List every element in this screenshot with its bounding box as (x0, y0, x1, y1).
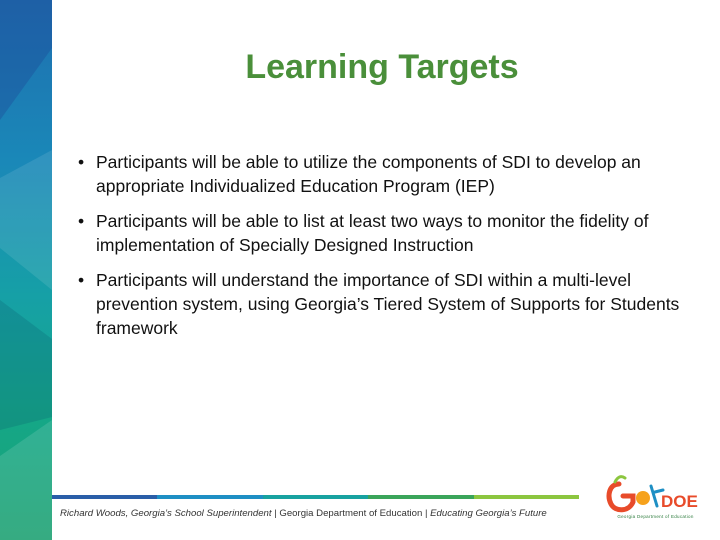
slide-title: Learning Targets (245, 48, 519, 86)
footer-rule-segment (263, 495, 368, 499)
bullet-marker: • (78, 152, 85, 172)
footer-superintendent: Richard Woods, Georgia’s School Superintendent (60, 508, 272, 519)
footer-department: Georgia Department of Education (279, 508, 423, 519)
logo-subtitle: Georgia Department of Education (617, 514, 694, 519)
bullet-item (78, 268, 703, 340)
footer-separator: | (271, 508, 280, 519)
footer-rule-segment (368, 495, 473, 499)
footer-rule-segment (157, 495, 262, 499)
footer-tagline: Educating Georgia’s Future (430, 508, 547, 519)
logo-doe-text: DOE (661, 492, 698, 511)
bullet-text: Participants will understand the importance of SDI within a multi-level prevention system, using Georgia’s Tiered System of Supports for Students framework (96, 270, 680, 338)
bullet-list (78, 150, 703, 351)
bullet-text: Participants will be able to utilize the components of SDI to develop an appropriate Individualized Education Program (IEP) (96, 152, 641, 196)
footer-separator: | (422, 508, 431, 519)
footer-text (60, 508, 590, 519)
decorative-side-bar (0, 0, 52, 540)
bullet-text: Participants will be able to list at least two ways to monitor the fidelity of implementation of Specially Designed Instruction (96, 211, 649, 255)
bullet-item (78, 209, 703, 257)
bullet-marker: • (78, 211, 85, 231)
bullet-marker: • (78, 270, 85, 290)
bullet-item (78, 150, 703, 198)
footer-rule-segment (474, 495, 579, 499)
footer-rule-segment (52, 495, 157, 499)
footer-color-rule (52, 495, 579, 499)
